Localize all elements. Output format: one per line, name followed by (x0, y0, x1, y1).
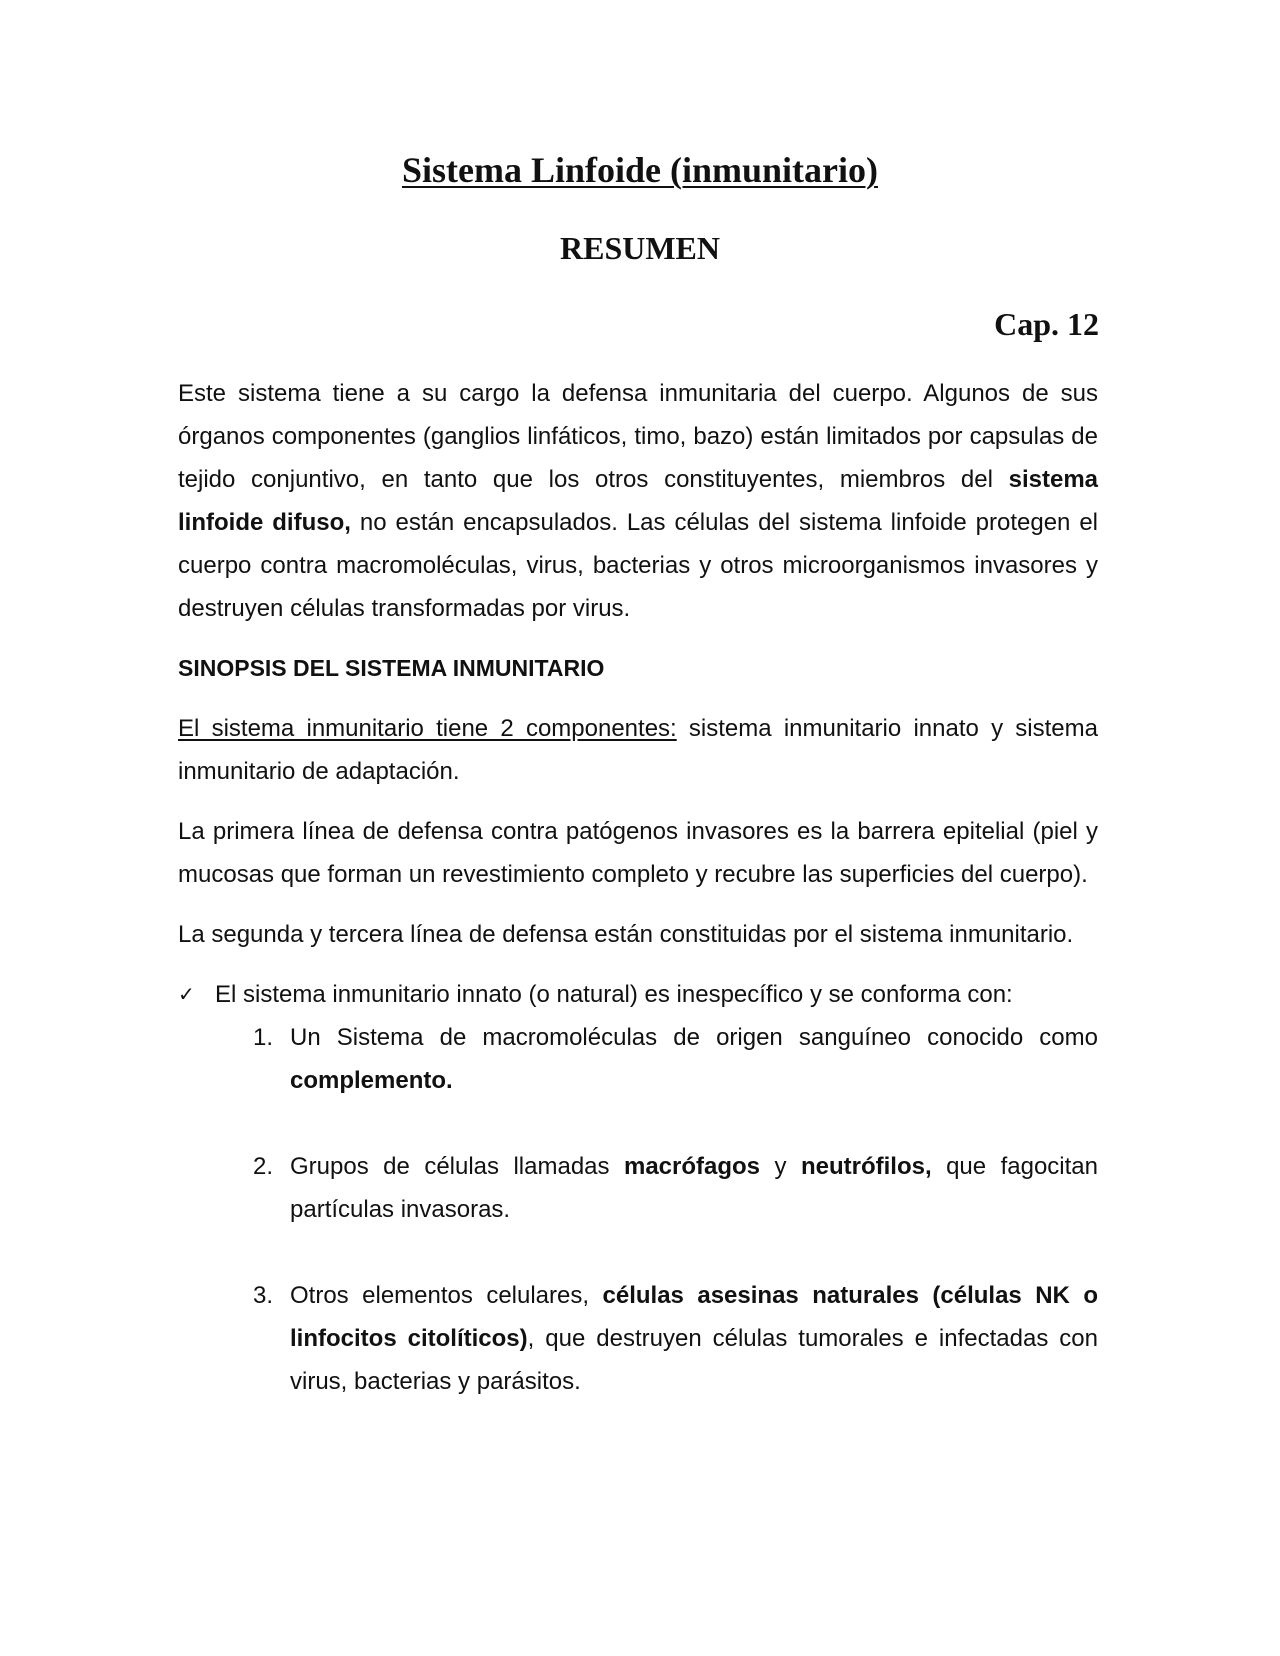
innate-system-text: El sistema inmunitario innato (o natural) es inespecífico y se conforma con: (215, 981, 1013, 1008)
document-title: Sistema Linfoide (inmunitario) (401, 150, 878, 190)
innate-components-list (253, 1016, 1098, 1403)
first-line-paragraph: La primera línea de defensa contra patógenos invasores es la barrera epitelial (piel y mucosas que forman un revestimiento completo y recubre las superficies del cuerpo). (178, 818, 1098, 888)
section-heading: SINOPSIS DEL SISTEMA INMUNITARIO (178, 655, 605, 681)
innate-system-item (178, 973, 1098, 1016)
components-paragraph: El sistema inmunitario tiene 2 componentes: sistema inmunitario innato y sistema inmunitario de adaptación. (178, 715, 1098, 785)
second-third-line-paragraph: La segunda y tercera línea de defensa están constituidas por el sistema inmunitario. (178, 921, 1074, 948)
list-item: 1. Un Sistema de macromoléculas de origen sanguíneo conocido como complemento. (253, 1024, 1098, 1094)
intro-paragraph: Este sistema tiene a su cargo la defensa inmunitaria del cuerpo. Algunos de sus órganos componentes (ganglios linfáticos, timo, bazo) están limitados por capsulas de tejido conjuntivo, en tanto que los otros constituyentes, miembros del sistema linfoide difuso, no están encapsulados. Las células del sistema linfoide protegen el cuerpo contra macromoléculas, virus, bacterias y otros microorganismos invasores y destruyen células transformadas por virus. (178, 380, 1099, 622)
chapter-label: Cap. 12 (994, 306, 1099, 342)
document-body (178, 372, 1098, 1446)
checkmark-icon: ✓ (178, 982, 195, 1006)
document-subtitle: RESUMEN (559, 230, 720, 266)
list-item: 3. Otros elementos celulares, células asesinas naturales (células NK o linfocitos citolíticos), que destruyen células tumorales e infectadas con virus, bacterias y parásitos. (253, 1282, 1098, 1395)
list-item: 2. Grupos de células llamadas macrófagos y neutrófilos, que fagocitan partículas invasoras. (253, 1153, 1098, 1223)
